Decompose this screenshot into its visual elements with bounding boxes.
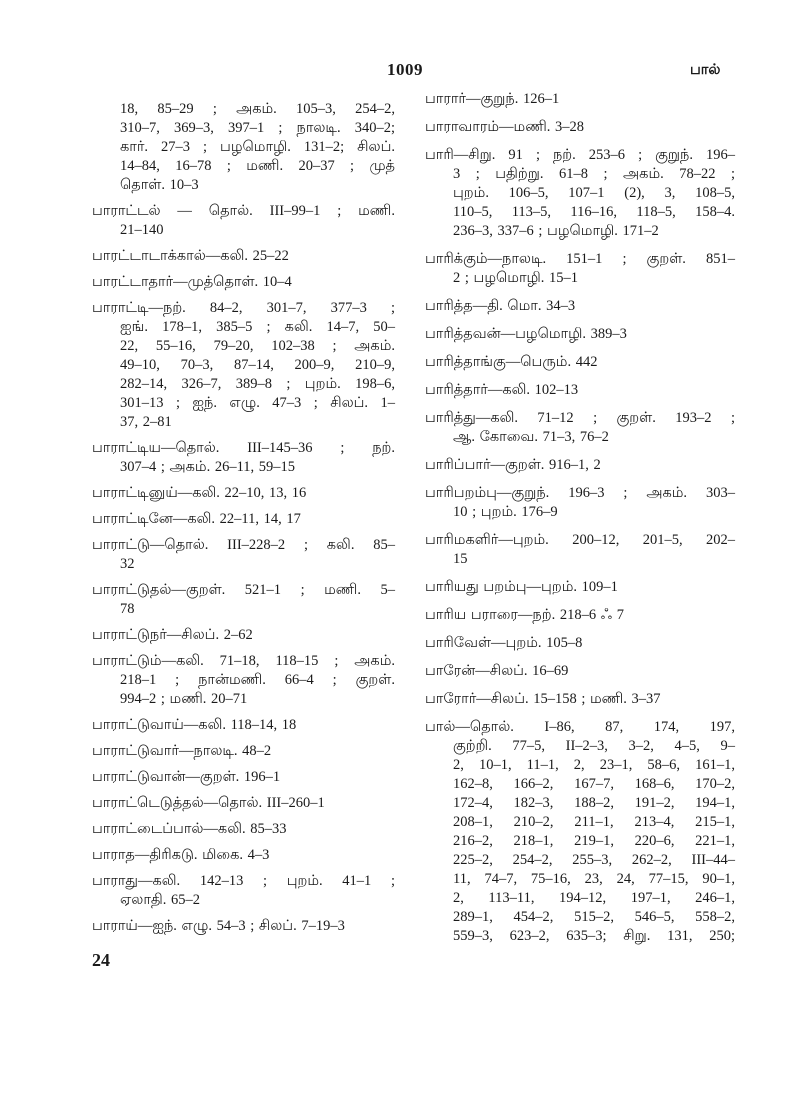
index-entry [425, 409, 735, 447]
index-entry [92, 742, 395, 761]
entry-line: பாராட்டெடுத்தல்—தொல். III–260–1 [92, 795, 325, 811]
entry-line: பாரோர்—சிலப். 15–158 ; மணி. 3–37 [425, 691, 661, 707]
entry-line: பாராட்டுநர்—சிலப். 2–62 [92, 627, 253, 643]
entry-line: 2, 10–1, 11–1, 2, 23–1, 58–6, 161–1, [453, 757, 735, 773]
entry-line: பாராட்டிய—தொல். III–145–36 ; நற். [92, 440, 395, 456]
index-entry [425, 353, 735, 372]
entry-line: 78 [120, 601, 135, 617]
index-entry [92, 484, 395, 503]
index-entry [92, 510, 395, 529]
index-entry [92, 536, 395, 574]
entry-line: பாரிப்பார்—குறள். 916–1, 2 [425, 457, 601, 473]
entry-line: 22, 55–16, 79–20, 102–38 ; அகம். [120, 338, 395, 354]
index-entry [92, 716, 395, 735]
index-entry [425, 325, 735, 344]
entry-line: பாராட்டுவான்—குறள். 196–1 [92, 769, 281, 785]
index-entry [425, 90, 735, 109]
entry-line: 307–4 ; அகம். 26–11, 59–15 [120, 459, 296, 475]
index-entry [425, 484, 735, 522]
entry-line: பாராட்டுவார்—நாலடி. 48–2 [92, 743, 272, 759]
entry-line: பாரித்த—தி. மொ. 34–3 [425, 298, 576, 314]
entry-line: 15 [453, 551, 468, 567]
entry-line: பாரித்து—கலி. 71–12 ; குறள். 193–2 ; [425, 410, 735, 426]
entry-line: 282–14, 326–7, 389–8 ; புறம். 198–6, [120, 376, 395, 392]
entry-line: பாராட்டி—நற். 84–2, 301–7, 377–3 ; [92, 300, 395, 316]
entry-line: பாரித்தார்—கலி. 102–13 [425, 382, 579, 398]
right-column [425, 90, 735, 955]
entry-line: பாராட்டினுய்—கலி. 22–10, 13, 16 [92, 485, 307, 501]
entry-line: பாரிபறம்பு—குறுந். 196–3 ; அகம். 303– [425, 485, 735, 501]
entry-line: பாரார்—குறுந். 126–1 [425, 91, 560, 107]
index-entry [92, 820, 395, 839]
entry-line: 559–3, 623–2, 635–3; சிறு. 131, 250; [453, 928, 735, 944]
index-entry [92, 794, 395, 813]
entry-line: பால்—தொல். I–86, 87, 174, 197, [425, 719, 735, 735]
index-entry [92, 439, 395, 477]
left-column [92, 100, 395, 943]
page-number: 1009 [387, 60, 423, 79]
entry-line: பாரட்டாதார்—முத்தொள். 10–4 [92, 274, 292, 290]
entry-line: புறம். 106–5, 107–1 (2), 3, 108–5, [453, 185, 735, 201]
entry-line: பாரிய பராரை—நற். 218–6 ஃ 7 [425, 607, 624, 623]
index-entry [425, 118, 735, 137]
entry-line: 2, 113–11, 194–12, 197–1, 246–1, [453, 890, 735, 906]
index-entry [425, 146, 735, 241]
entry-line: 10 ; புறம். 176–9 [453, 504, 558, 520]
entry-line: பாராத—திரிகடு. மிகை. 4–3 [92, 847, 270, 863]
entry-line: ஏலாதி. 65–2 [120, 892, 201, 908]
index-entry [92, 299, 395, 432]
entry-line: 301–13 ; ஐந். எழு. 47–3 ; சிலப். 1– [120, 395, 395, 411]
entry-line: பாரிவேள்—புறம். 105–8 [425, 635, 583, 651]
index-entry [92, 247, 395, 266]
entry-line: பாரியது பறம்பு—புறம். 109–1 [425, 579, 618, 595]
entry-line: 218–1 ; நான்மணி. 66–4 ; குறள். [120, 672, 395, 688]
entry-line: பாராட்டுதல்—குறள். 521–1 ; மணி. 5– [92, 582, 395, 598]
index-entry [425, 634, 735, 653]
index-entry [92, 652, 395, 709]
entry-line: பாராவாரம்—மணி. 3–28 [425, 119, 585, 135]
entry-line: பாராட்டினே—கலி. 22–11, 14, 17 [92, 511, 301, 527]
entry-line: 3 ; பதிற்று. 61–8 ; அகம். 78–22 ; [453, 166, 735, 182]
index-entry-continued [92, 100, 395, 195]
entry-line: குற்றி. 77–5, II–2–3, 3–2, 4–5, 9– [453, 738, 735, 754]
signature-mark: 24 [92, 950, 110, 970]
entry-line: 172–4, 182–3, 188–2, 191–2, 194–1, [453, 795, 735, 811]
entry-line: பாராட்டைப்பால்—கலி. 85–33 [92, 821, 287, 837]
entry-line: 18, 85–29 ; அகம். 105–3, 254–2, [120, 101, 395, 117]
running-head: பால் [690, 62, 721, 78]
entry-line: பாரித்தவன்—பழமொழி. 389–3 [425, 326, 627, 342]
entry-line: பாரிக்கும்—நாலடி. 151–1 ; குறள். 851– [425, 251, 735, 267]
entry-line: 37, 2–81 [120, 414, 172, 430]
entry-line: கார். 27–3 ; பழமொழி. 131–2; சிலப். [120, 139, 395, 155]
index-entry [92, 846, 395, 865]
entry-line: பாரிமகளிர்—புறம். 200–12, 201–5, 202– [425, 532, 735, 548]
index-entry [425, 297, 735, 316]
entry-line: 11, 74–7, 75–16, 23, 24, 77–15, 90–1, [453, 871, 735, 887]
entry-line: 994–2 ; மணி. 20–71 [120, 691, 248, 707]
entry-line: ஆ. கோவை. 71–3, 76–2 [453, 429, 609, 445]
index-entry [425, 250, 735, 288]
index-entry [92, 202, 395, 240]
index-entry [425, 690, 735, 709]
index-entry [425, 381, 735, 400]
entry-line: பாராது—கலி. 142–13 ; புறம். 41–1 ; [92, 873, 395, 889]
index-entry [92, 768, 395, 787]
entry-line: பாராட்டுவாய்—கலி. 118–14, 18 [92, 717, 297, 733]
index-entry [92, 581, 395, 619]
entry-line: பாராட்டு—தொல். III–228–2 ; கலி. 85– [92, 537, 395, 553]
index-entry [425, 531, 735, 569]
index-entry [425, 718, 735, 946]
index-entry [92, 917, 395, 936]
entry-line: ஐங். 178–1, 385–5 ; கலி. 14–7, 50– [120, 319, 395, 335]
entry-line: 49–10, 70–3, 87–14, 200–9, 210–9, [120, 357, 395, 373]
entry-line: 32 [120, 556, 135, 572]
index-entry [92, 626, 395, 645]
entry-line: 289–1, 454–2, 515–2, 546–5, 558–2, [453, 909, 735, 925]
entry-line: பாரேன்—சிலப். 16–69 [425, 663, 569, 679]
entry-line: 208–1, 210–2, 211–1, 213–4, 215–1, [453, 814, 735, 830]
entry-line: 14–84, 16–78 ; மணி. 20–37 ; முத் [120, 158, 395, 174]
entry-line: 110–5, 113–5, 116–16, 118–5, 158–4. [453, 204, 735, 220]
entry-line: 225–2, 254–2, 255–3, 262–2, III–44– [453, 852, 735, 868]
index-entry [425, 662, 735, 681]
entry-line: பாரி—சிறு. 91 ; நற். 253–6 ; குறுந். 196– [425, 147, 735, 163]
entry-line: பாராட்டல் — தொல். III–99–1 ; மணி. [92, 203, 395, 219]
entry-line: பாரித்தாங்கு—பெரும். 442 [425, 354, 598, 370]
entry-line: 21–140 [120, 222, 164, 238]
index-entry [425, 606, 735, 625]
entry-line: தொள். 10–3 [120, 177, 199, 193]
index-entry [92, 273, 395, 292]
entry-line: 162–8, 166–2, 167–7, 168–6, 170–2, [453, 776, 735, 792]
index-entry [92, 872, 395, 910]
entry-line: 216–2, 218–1, 219–1, 220–6, 221–1, [453, 833, 735, 849]
entry-line: பாரட்டாடாக்கால்—கலி. 25–22 [92, 248, 289, 264]
index-entry [425, 456, 735, 475]
entry-line: பாராட்டும்—கலி. 71–18, 118–15 ; அகம். [92, 653, 395, 669]
entry-line: பாராய்—ஐந். எழு. 54–3 ; சிலப். 7–19–3 [92, 918, 345, 934]
entry-line: 2 ; பழமொழி. 15–1 [453, 270, 579, 286]
entry-line: 236–3, 337–6 ; பழமொழி. 171–2 [453, 223, 659, 239]
index-entry [425, 578, 735, 597]
entry-line: 310–7, 369–3, 397–1 ; நாலடி. 340–2; [120, 120, 395, 136]
